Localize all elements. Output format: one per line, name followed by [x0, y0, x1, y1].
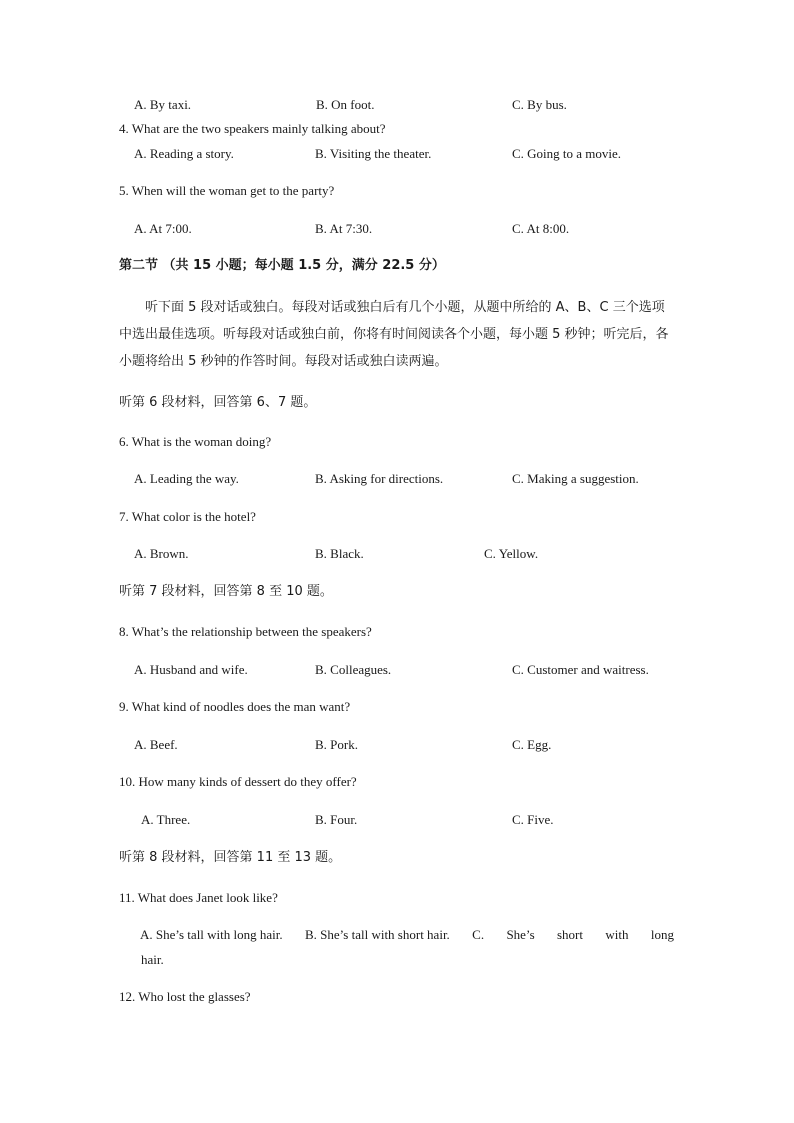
- q8-question: 8. What’s the relationship between the speakers?: [119, 624, 372, 639]
- q9-option-a: A. Beef.: [134, 737, 178, 752]
- q11-option-c-word: short: [556, 927, 583, 942]
- q4-option-c: C. Going to a movie.: [512, 146, 622, 161]
- q6-option-c: C. Making a suggestion.: [512, 471, 639, 486]
- q4-question: 4. What are the two speakers mainly talking about?: [119, 121, 386, 136]
- q10-option-c: C. Five.: [512, 812, 554, 827]
- q9-option-b: B. Pork.: [315, 737, 358, 752]
- q5-question: 5. When will the woman get to the party?: [119, 183, 335, 198]
- q5-option-c: C. At 8:00.: [512, 221, 570, 236]
- q6-option-a: A. Leading the way.: [134, 471, 239, 486]
- q9-question: 9. What kind of noodles does the man want?: [119, 699, 351, 714]
- q4-option-b: B. Visiting the theater.: [315, 146, 432, 161]
- q7-option-b: B. Black.: [315, 546, 364, 561]
- q4-option-a: A. Reading a story.: [134, 146, 234, 161]
- q3-option-b: B. On foot.: [316, 97, 375, 112]
- q10-question: 10. How many kinds of dessert do they offer?: [119, 774, 357, 789]
- q11-options-row: [140, 926, 674, 944]
- section-instructions: 听下面 5 段对话或独白。每段对话或独白后有几个小题，从题中所给的 A、B、C 三个选项中选出最佳选项。听每段对话或独白前，你将有时间阅读各个小题，每小题 5 秒钟；听完后，各小题将给出 5 秒钟的作答时间。每段对话或独白读两遍。: [119, 300, 669, 369]
- q8-option-c: C. Customer and waitress.: [512, 662, 649, 677]
- q3-option-c: C. By bus.: [512, 97, 567, 112]
- q5-option-b: B. At 7:30.: [315, 221, 373, 236]
- q10-option-b: B. Four.: [315, 812, 358, 827]
- q3-option-a: A. By taxi.: [134, 97, 192, 112]
- part-8-intro: 听第 8 段材料，回答第 11 至 13 题。: [119, 850, 342, 865]
- q11-option-c-word: long: [650, 927, 674, 942]
- part-7-intro: 听第 7 段材料，回答第 8 至 10 题。: [119, 584, 333, 599]
- q11-option-b: B. She’s tall with short hair.: [305, 927, 450, 942]
- q11-question: 11. What does Janet look like?: [119, 890, 278, 905]
- section-heading: 第二节 （共 15 小题；每小题 1.5 分，满分 22.5 分）: [119, 258, 445, 273]
- q7-question: 7. What color is the hotel?: [119, 509, 256, 524]
- part-6-intro: 听第 6 段材料，回答第 6、7 题。: [119, 395, 317, 410]
- q5-option-a: A. At 7:00.: [134, 221, 192, 236]
- q6-question: 6. What is the woman doing?: [119, 434, 272, 449]
- q11-option-c-continuation: hair.: [141, 952, 164, 967]
- q11-option-c-label: C.: [472, 927, 485, 942]
- q10-option-a: A. Three.: [141, 812, 191, 827]
- q8-option-a: A. Husband and wife.: [134, 662, 248, 677]
- q11-option-c-word: with: [605, 927, 629, 942]
- q9-option-c: C. Egg.: [512, 737, 552, 752]
- q7-option-c: C. Yellow.: [484, 546, 539, 561]
- q8-option-b: B. Colleagues.: [315, 662, 392, 677]
- q11-option-c-word: She’s: [506, 927, 535, 942]
- q6-option-b: B. Asking for directions.: [315, 471, 444, 486]
- q7-option-a: A. Brown.: [134, 546, 189, 561]
- q11-option-a: A. She’s tall with long hair.: [140, 927, 283, 942]
- q12-question: 12. Who lost the glasses?: [119, 989, 251, 1004]
